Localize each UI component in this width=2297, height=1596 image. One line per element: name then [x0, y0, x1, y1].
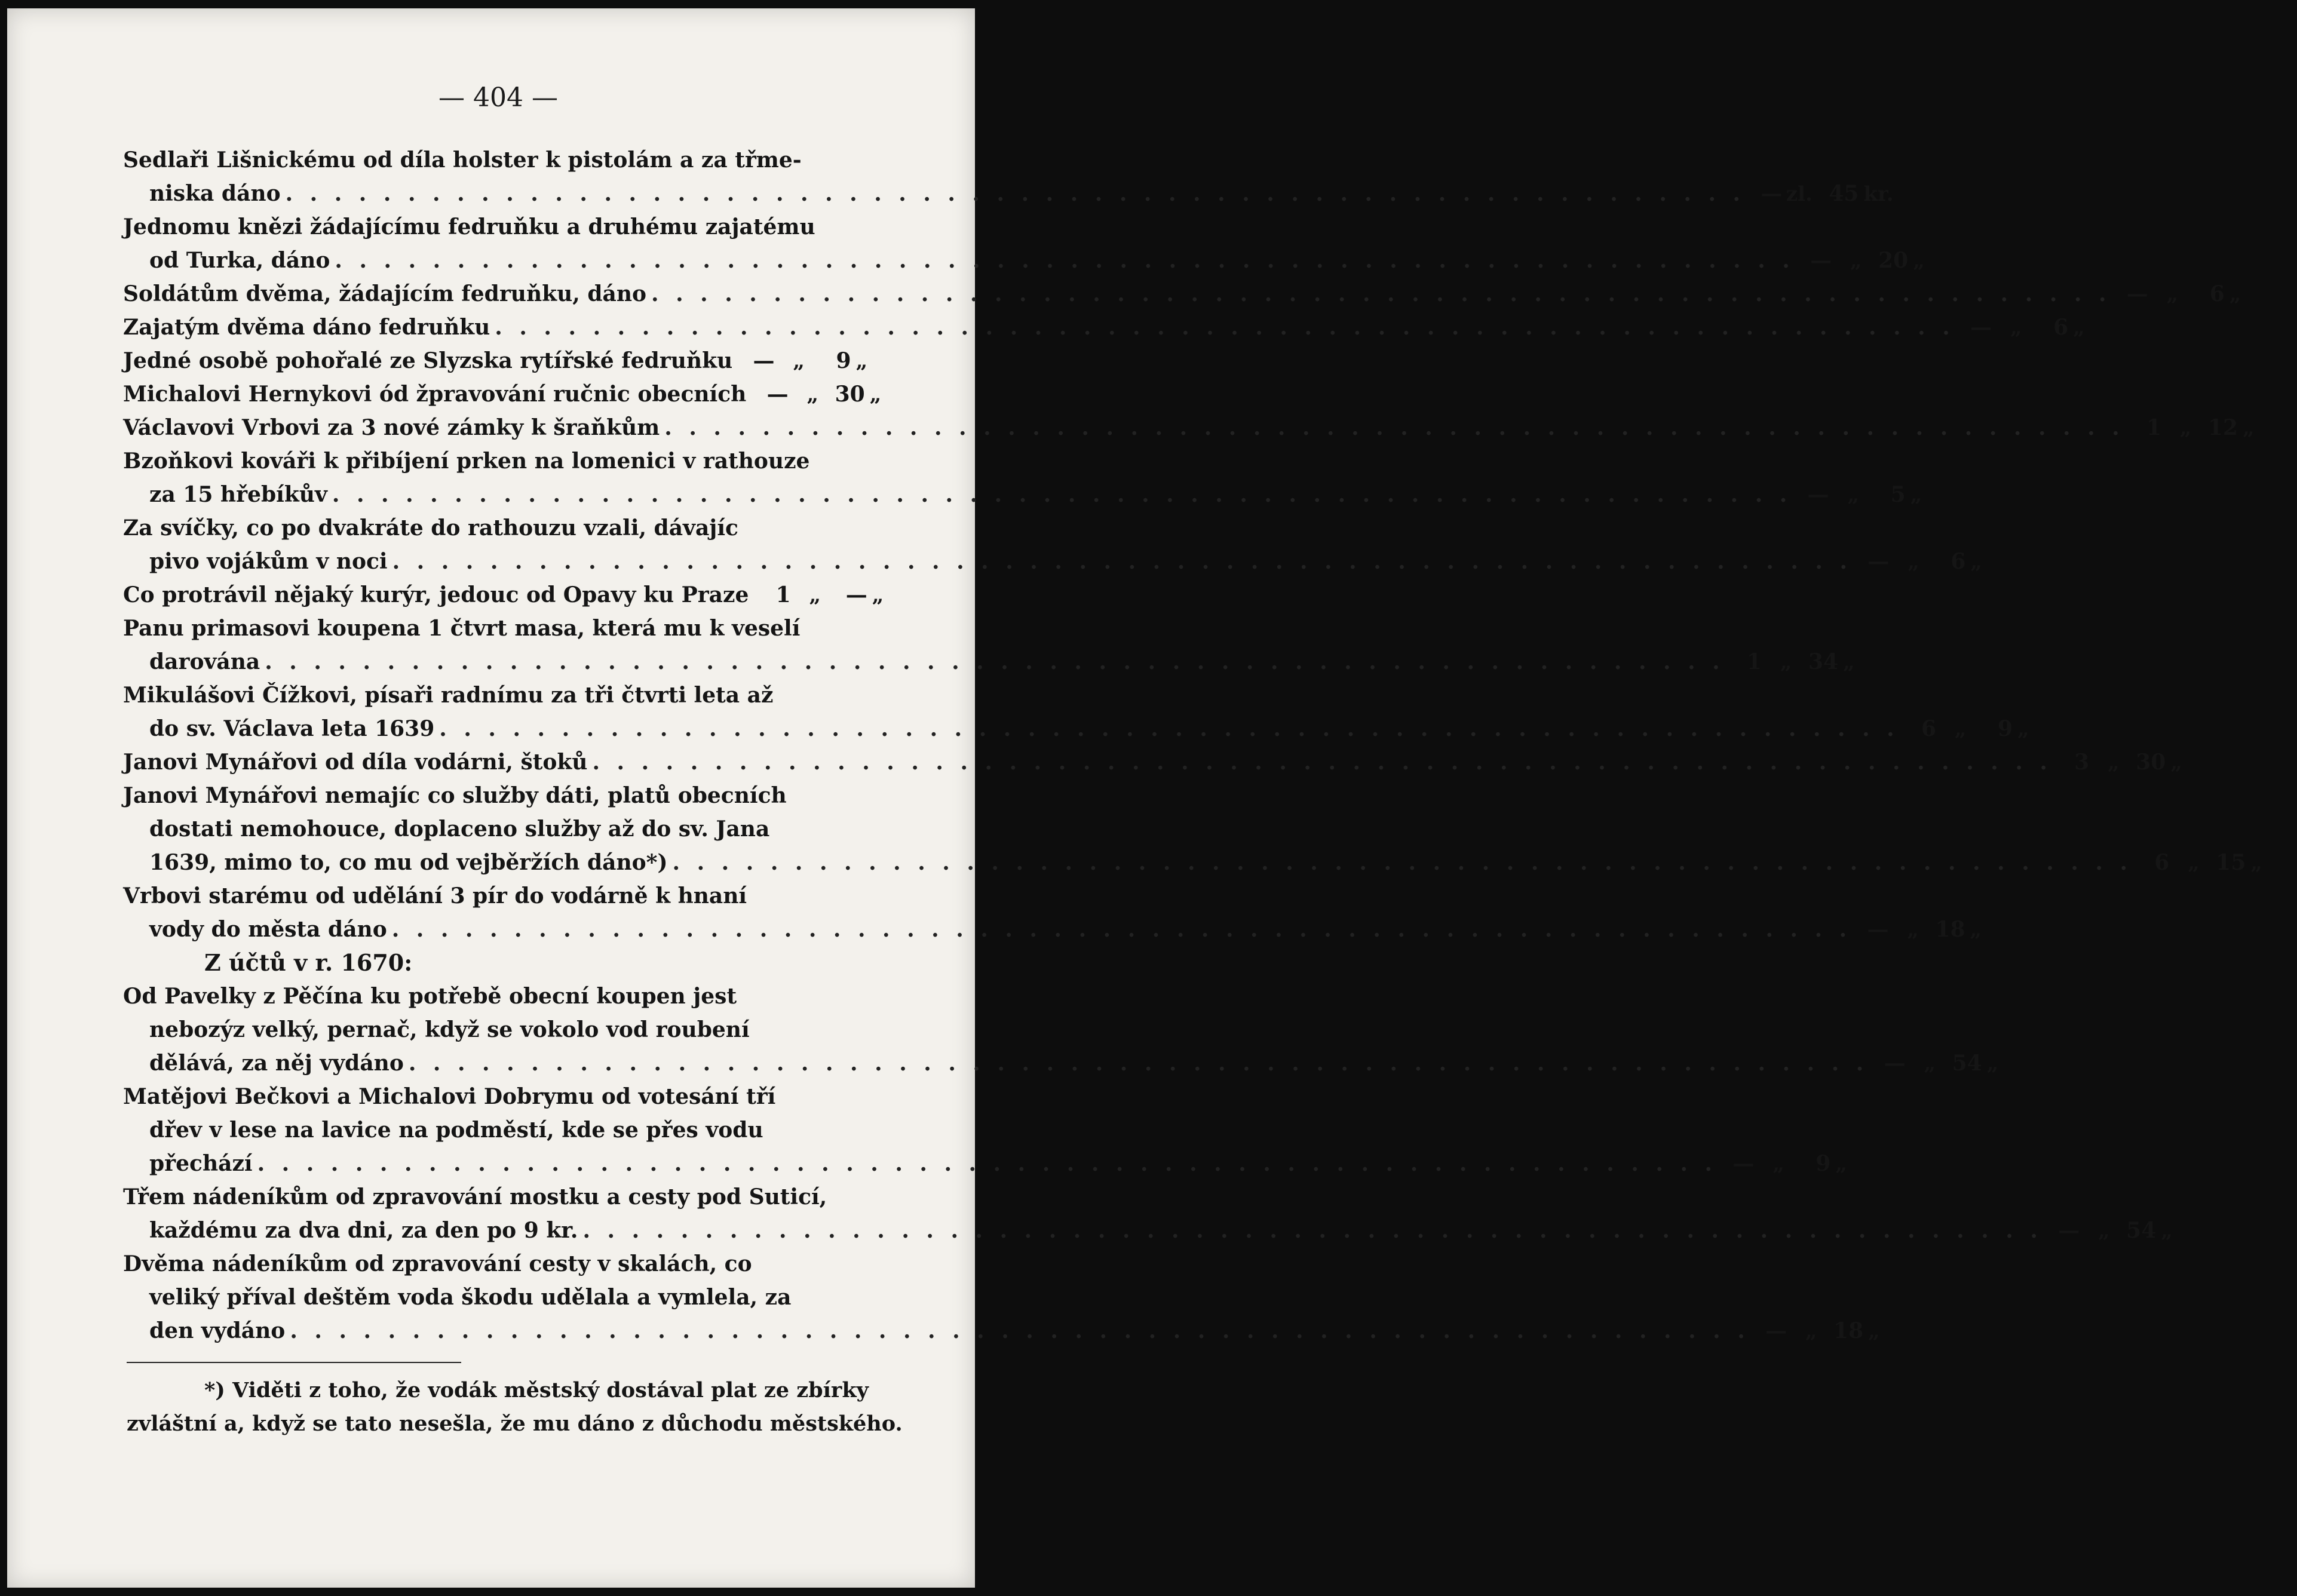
ledger-entry [123, 511, 1982, 578]
entry-text: Jedné osobě pohořalé ze Slyzska rytířské fedruňku [123, 348, 733, 373]
amount-zlaty: — [1765, 1318, 1787, 1343]
entry-last-line [123, 712, 2029, 745]
amount-zlaty-unit: „ [1924, 1052, 1936, 1076]
entry-amount [2114, 277, 2275, 311]
amount-krejcary-unit: „ [1970, 918, 1982, 942]
ledger-entry [123, 578, 894, 612]
entry-text: darována [149, 649, 260, 674]
amount-krejcary: 15 [2216, 850, 2246, 875]
amount-krejcary-unit: „ [2170, 751, 2182, 775]
amount-zlaty-unit: „ [1847, 483, 1860, 507]
amount-zlaty-unit: zl. [1786, 182, 1813, 206]
ledger-entry [123, 277, 2241, 311]
amount-krejcary-unit: „ [2229, 283, 2241, 306]
entry-text-line: dostati nemohouce, doplaceno služby až do sv. Jana [149, 817, 770, 842]
ledger-entry [123, 210, 1925, 277]
ledger-entries [123, 143, 2262, 1348]
amount-zlaty: — [1884, 1051, 1906, 1076]
dot-leader: . . . . . . . . . . . . . . . . . . . . . . . . . . . . . . . . . . . . . . . . . . . . . . . . . . . . . . . . . . . . [335, 248, 1795, 273]
amount-krejcary-unit: „ [869, 383, 882, 407]
entry-text-line: Jednomu knězi žádajícímu fedruňku a druhému zajatému [123, 214, 815, 240]
entry-last-line [123, 478, 1922, 511]
amount-zlaty-unit: „ [1772, 1152, 1784, 1176]
entry-text: Janovi Mynářovi od díla vodárni, štoků [123, 750, 588, 775]
dot-leader: . . . . . . . . . . . . . . . . . . . . . . . . . . . . . . . . . . . . . . . . . . . . . . . . . . . . . . . . . . . . [664, 415, 2124, 440]
amount-zlaty-unit: „ [1907, 550, 1919, 574]
dot-leader: . . . . . . . . . . . . . . . . . . . . . . . . . . . . . . . . . . . . . . . . . . . . . . . . . . . . . . . . . . . . [439, 716, 1899, 741]
amount-zlaty-unit: „ [2179, 416, 2192, 440]
ledger-entry [123, 411, 2255, 444]
dot-leader: . . . . . . . . . . . . . . . . . . . . . . . . . . . . . . . . . . . . . . . . . . . . . . . . . . . . . . . . . . . . [265, 649, 1725, 674]
entry-text: niska dáno [149, 181, 281, 206]
entry-text: Michalovi Hernykovi ód žpravování ručnic obecních [123, 382, 747, 407]
dot-leader: . . . . . . . . . . . . . . . . . . . . . . . . . . . . . . . . . . . . . . . . . . . . . . . . . . . . . . . . . . . . [651, 281, 2111, 306]
ledger-entry [123, 779, 2262, 879]
amount-krejcary-unit: „ [855, 349, 868, 373]
amount-zlaty-unit: „ [793, 349, 805, 373]
entry-last-line [123, 377, 894, 411]
amount-zlaty-unit: „ [809, 584, 821, 607]
entry-last-line [123, 1046, 1999, 1080]
entry-amount [2136, 846, 2297, 880]
entry-text: Co protrávil nějaký kurýr, jedouc od Opavy ku Praze [123, 582, 749, 607]
section-heading: Z účtů v r. 1670: [204, 949, 413, 976]
entry-last-line [123, 1147, 1847, 1180]
entry-text: Zajatým dvěma dáno fedruňku [123, 315, 490, 340]
entry-last-line [123, 411, 2255, 444]
page-number: — 404 — [438, 82, 558, 113]
entry-amount [1903, 712, 2064, 746]
entry-last-line [123, 1214, 2173, 1247]
amount-zlaty: — [1867, 549, 1890, 574]
amount-zlaty-unit: „ [2166, 283, 2179, 306]
amount-zlaty: — [753, 348, 775, 373]
entry-text: Václavovi Vrbovi za 3 nové zámky k šraňkům [123, 415, 660, 440]
entry-last-line [123, 1314, 1880, 1348]
amount-krejcary: 20 [1878, 248, 1909, 273]
entry-last-line [123, 645, 1855, 679]
amount-krejcary-unit: „ [1910, 483, 1922, 507]
entry-last-line [123, 277, 2241, 311]
dot-leader: . . . . . . . . . . . . . . . . . . . . . . . . . . . . . . . . . . . . . . . . . . . . . . . . . . . . . . . . . . . . [392, 549, 1853, 574]
ledger-entry [123, 679, 2029, 745]
amount-krejcary-unit: „ [2243, 416, 2255, 440]
entry-amount [2056, 745, 2217, 779]
amount-krejcary: 6 [1951, 549, 1966, 574]
amount-zlaty: — [1810, 248, 1832, 273]
dot-leader: . . . . . . . . . . . . . . . . . . . . . . . . . . . . . . . . . . . . . . . . . . . . . . . . . . . . . . . . . . . . [391, 917, 1852, 942]
entry-last-line [123, 177, 1894, 210]
amount-zlaty: 1 [2146, 415, 2161, 440]
amount-krejcary-unit: „ [1970, 550, 1982, 574]
entry-text: od Turka, dáno [149, 248, 330, 273]
amount-zlaty-unit: „ [806, 383, 819, 407]
amount-zlaty: — [2126, 281, 2148, 306]
dot-leader: . . . . . . . . . . . . . . . . . . . . . . . . . . . . . . . . . . . . . . . . . . . . . . . . . . . . . . . . . . . . [408, 1051, 1869, 1076]
ledger-entry [123, 143, 1894, 210]
ledger-entry [123, 980, 1999, 1080]
ledger-entry [123, 444, 1922, 511]
entry-amount [1958, 311, 2120, 345]
amount-krejcary: 30 [835, 382, 865, 407]
entry-last-line [123, 244, 1925, 277]
entry-text-line: Mikulášovi Čížkovi, písaři radnímu za tři čtvrti leta až [123, 683, 774, 708]
entry-amount [1753, 1314, 1915, 1348]
amount-krejcary: 54 [1952, 1051, 1982, 1076]
amount-krejcary-unit: kr. [1863, 182, 1894, 206]
ledger-entry [123, 745, 2182, 779]
entry-text-line: Dvěma nádeníkům od zpravování cesty v skalách, co [123, 1251, 752, 1276]
entry-last-line [123, 745, 2182, 779]
entry-amount [2128, 411, 2289, 445]
entry-text-line: veliký příval deštěm voda škodu udělala a vymlela, za [149, 1285, 792, 1310]
entry-text-line: Sedlaři Lišnickému od díla holster k pistolám a za třme- [123, 148, 802, 173]
amount-krejcary: 9 [1815, 1151, 1831, 1176]
amount-krejcary-unit: „ [872, 584, 884, 607]
amount-krejcary-unit: „ [1868, 1319, 1880, 1343]
amount-zlaty: — [1761, 181, 1783, 206]
amount-krejcary: 6 [2209, 281, 2225, 306]
amount-zlaty-unit: „ [2010, 316, 2022, 340]
amount-krejcary-unit: „ [2161, 1219, 2173, 1243]
ledger-entry [123, 612, 1855, 679]
entry-text-line: nebozýz velký, pernač, když se vokolo vod roubení [149, 1017, 750, 1042]
entry-text: přechází [149, 1151, 253, 1176]
amount-zlaty: 6 [1921, 716, 1937, 741]
entry-text: do sv. Václava leta 1639 [149, 716, 435, 741]
entry-last-line [123, 344, 894, 377]
amount-krejcary: 18 [1833, 1318, 1864, 1343]
amount-zlaty: — [1807, 482, 1829, 507]
entry-amount [1721, 1147, 1882, 1181]
amount-zlaty: 1 [775, 582, 791, 607]
dot-leader: . . . . . . . . . . . . . . . . . . . . . . . . . . . . . . . . . . . . . . . . . . . . . . . . . . . . . . . . . . . . [582, 1218, 2043, 1243]
amount-krejcary: 5 [1890, 482, 1906, 507]
amount-zlaty-unit: „ [1954, 717, 1967, 741]
ledger-entry [123, 1247, 1880, 1348]
amount-zlaty: — [1867, 917, 1889, 942]
amount-zlaty-unit: „ [1850, 249, 1862, 273]
ledger-entry [123, 377, 894, 411]
ledger-entry [123, 1080, 1847, 1180]
amount-krejcary: 12 [2207, 415, 2238, 440]
dot-leader: . . . . . . . . . . . . . . . . . . . . . . . . . . . . . . . . . . . . . . . . . . . . . . . . . . . . . . . . . . . . [495, 315, 1955, 340]
entry-amount [757, 578, 918, 612]
amount-krejcary-unit: „ [1835, 1152, 1847, 1176]
dot-leader: . . . . . . . . . . . . . . . . . . . . . . . . . . . . . . . . . . . . . . . . . . . . . . . . . . . . . . . . . . . . [257, 1151, 1718, 1176]
amount-krejcary: 9 [1998, 716, 2013, 741]
entry-text: den vydáno [149, 1318, 286, 1343]
amount-krejcary: 6 [2053, 315, 2069, 340]
entry-text: pivo vojákům v noci [149, 549, 388, 574]
amount-krejcary: 34 [1808, 649, 1839, 674]
dot-leader: . . . . . . . . . . . . . . . . . . . . . . . . . . . . . . . . . . . . . . . . . . . . . . . . . . . . . . . . . . . . [592, 750, 2052, 775]
amount-krejcary-unit: „ [2250, 851, 2262, 875]
amount-zlaty-unit: „ [1805, 1319, 1817, 1343]
amount-krejcary: 18 [1935, 917, 1965, 942]
amount-zlaty-unit: „ [1907, 918, 1919, 942]
entry-text: dělává, za něj vydáno [149, 1051, 404, 1076]
entry-text-line: Vrbovi starému od udělání 3 pír do vodárně k hnaní [123, 883, 747, 909]
entry-text: za 15 hřebíkův [149, 482, 327, 507]
entry-amount [1798, 244, 1959, 278]
ledger-entry [123, 311, 2085, 344]
amount-zlaty-unit: „ [2188, 851, 2200, 875]
amount-zlaty-unit: „ [2098, 1219, 2110, 1243]
amount-krejcary: 54 [2126, 1218, 2157, 1243]
entry-last-line [123, 311, 2085, 344]
entry-text-line: Matějovi Bečkovi a Michalovi Dobrymu od votesání tří [123, 1084, 776, 1109]
entry-text: vody do města dáno [149, 917, 387, 942]
amount-zlaty: 6 [2154, 850, 2170, 875]
entry-amount [1795, 478, 1956, 512]
amount-krejcary: 30 [2136, 750, 2166, 775]
dot-leader: . . . . . . . . . . . . . . . . . . . . . . . . . . . . . . . . . . . . . . . . . . . . . . . . . . . . . . . . . . . . [672, 850, 2132, 875]
entry-text-line: Za svíčky, co po dvakráte do rathouzu vzali, dávajíc [123, 515, 738, 541]
entry-last-line [123, 913, 1982, 946]
entry-amount [1749, 177, 1910, 211]
ledger-entry [123, 344, 894, 377]
amount-zlaty: 1 [1746, 649, 1762, 674]
entry-amount [755, 377, 916, 412]
ledger-entry [123, 1180, 2173, 1247]
amount-krejcary: 45 [1829, 181, 1859, 206]
entry-last-line [123, 545, 1982, 578]
entry-text-line: Třem nádeníkům od zpravování mostku a cesty pod Suticí, [123, 1184, 827, 1210]
amount-krejcary-unit: „ [2017, 717, 2029, 741]
footnote [127, 1374, 903, 1441]
entry-amount [741, 344, 902, 378]
amount-zlaty: — [1732, 1151, 1755, 1176]
amount-krejcary: 9 [836, 348, 851, 373]
footnote-line-2: zvláštní a, když se tato nesešla, že mu dáno z důchodu městského. [127, 1411, 903, 1436]
ledger-list-1670 [123, 980, 2173, 1348]
amount-zlaty: — [766, 382, 789, 407]
entry-text-line: Panu primasovi koupena 1 čtvrt masa, která mu k veselí [123, 616, 801, 641]
amount-krejcary-unit: „ [2073, 316, 2085, 340]
entry-text-line: dřev v lese na lavice na podměstí, kde se přes vodu [149, 1118, 763, 1143]
entry-amount [2046, 1214, 2207, 1248]
entry-amount [1728, 645, 1890, 679]
entry-text-line: Janovi Mynářovi nemajíc co služby dáti, platů obecních [123, 783, 787, 808]
entry-text-line: Od Pavelky z Pěčína ku potřebě obecní koupen jest [123, 984, 737, 1009]
amount-zlaty: — [2058, 1218, 2080, 1243]
entry-text: 1639, mimo to, co mu od vejběržích dáno*) [149, 850, 668, 875]
footnote-rule [127, 1362, 461, 1363]
entry-amount [1855, 913, 2016, 947]
entry-last-line [123, 846, 2262, 879]
amount-zlaty: 3 [2074, 750, 2090, 775]
entry-amount [1856, 545, 2017, 579]
dot-leader: . . . . . . . . . . . . . . . . . . . . . . . . . . . . . . . . . . . . . . . . . . . . . . . . . . . . . . . . . . . . [290, 1318, 1750, 1343]
amount-zlaty-unit: „ [2108, 751, 2120, 775]
entry-amount [1872, 1046, 2033, 1081]
dot-leader: . . . . . . . . . . . . . . . . . . . . . . . . . . . . . . . . . . . . . . . . . . . . . . . . . . . . . . . . . . . . [285, 181, 1746, 206]
entry-text: každému za dva dni, za den po 9 kr. [149, 1218, 578, 1243]
amount-krejcary-unit: „ [1986, 1052, 1999, 1076]
amount-krejcary-unit: „ [1843, 650, 1855, 674]
entry-last-line [123, 578, 894, 612]
amount-zlaty: — [1970, 315, 1992, 340]
amount-krejcary-unit: „ [1913, 249, 1925, 273]
ledger-list-1639 [123, 143, 2262, 946]
footnote-line-1: *) Viděti z toho, že vodák městský dostával plat ze zbírky [204, 1378, 869, 1402]
dot-leader: . . . . . . . . . . . . . . . . . . . . . . . . . . . . . . . . . . . . . . . . . . . . . . . . . . . . . . . . . . . . [332, 482, 1792, 507]
ledger-entry [123, 879, 1982, 946]
entry-text: Soldátům dvěma, žádajícím fedruňku, dáno [123, 281, 647, 306]
entry-text-line: Bzoňkovi kováři k přibíjení prken na lomenici v rathouze [123, 449, 810, 474]
amount-zlaty-unit: „ [1780, 650, 1792, 674]
amount-krejcary: — [845, 582, 867, 607]
